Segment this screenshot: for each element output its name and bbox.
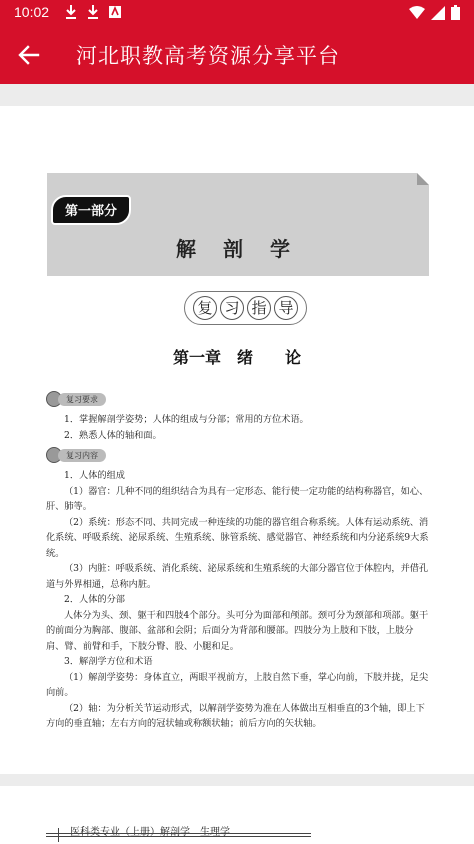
- review-guide-heading: [184, 291, 307, 325]
- part-badge: 第一部分: [51, 195, 131, 225]
- part-title: 解 剖 学: [176, 237, 300, 261]
- paragraph: 人体分为头、颈、躯干和四肢4个部分。头可分为面部和颅部。颈可分为颈部和项部。躯干的前面分为胸部、腹部、盆部和会阴；后面分为背部和腰部。四肢分为上肢和下肢，上肢分肩、臂、前臂和手，下肢分臀、股、小腿和足。: [46, 609, 429, 652]
- paragraph: （2）系统：形态不同、共同完成一种连续的功能的器官组合称系统。人体有运动系统、消化系统、呼吸系统、泌尿系统、生殖系统、脉管系统、感觉器官、神经系统和内分泌系统9大系统。: [46, 516, 429, 559]
- notification-icons: [64, 4, 122, 20]
- download-icon: [64, 4, 78, 20]
- tag-label: 复习要求: [58, 393, 106, 406]
- guide-char: 导: [274, 296, 298, 320]
- page-fold-decoration: [417, 173, 429, 185]
- guide-char: 指: [247, 296, 271, 320]
- app-title: 河北职教高考资源分享平台: [76, 44, 340, 68]
- download-icon: [86, 4, 100, 20]
- guide-char: 复: [193, 296, 217, 320]
- document-page-next[interactable]: [0, 786, 474, 844]
- review-requirements-tag: [46, 390, 106, 408]
- paragraph: （2）轴：为分析关节运动形式，以解剖学姿势为准在人体做出互相垂直的3个轴，即上下方向的垂直轴；左右方向的冠状轴或称额状轴；前后方向的矢状轴。: [46, 702, 425, 729]
- review-content-tag: [46, 446, 106, 464]
- footer-rule: [46, 836, 311, 837]
- system-icons: [409, 5, 460, 20]
- footer-rule: [46, 833, 311, 834]
- back-arrow-icon[interactable]: [14, 40, 44, 70]
- paragraph: 2．人体的分部: [64, 594, 125, 605]
- footer-rule: [58, 828, 59, 842]
- paragraph: 3．解剖学方位和术语: [64, 656, 153, 667]
- app-bar: [0, 26, 474, 84]
- tag-label: 复习内容: [58, 449, 106, 462]
- signal-icon: [431, 6, 445, 20]
- app-notification-icon: [108, 4, 122, 20]
- review-content-body: [46, 468, 430, 732]
- guide-char: 习: [220, 296, 244, 320]
- wifi-icon: [409, 6, 425, 20]
- review-requirements-list: [46, 412, 430, 443]
- battery-icon: [451, 5, 460, 20]
- document-page[interactable]: [0, 106, 474, 774]
- status-bar: [0, 0, 474, 26]
- status-time: 10:02: [14, 4, 50, 20]
- paragraph: （1）器官：几种不同的组织结合为具有一定形态、能行使一定功能的结构称器官，如心、肝、肺等。: [46, 485, 429, 512]
- list-item: 1．掌握解剖学姿势；人体的组成与分部；常用的方位术语。: [64, 414, 309, 425]
- paragraph: 1．人体的组成: [64, 470, 125, 481]
- paragraph: （3）内脏：呼吸系统、消化系统、泌尿系统和生殖系统的大部分器官位于体腔内，并借孔道与外界相通，总称内脏。: [46, 563, 429, 590]
- paragraph: （1）解剖学姿势：身体直立，两眼平视前方，上肢自然下垂，掌心向前，下肢并拢，足尖向前。: [46, 671, 429, 698]
- chapter-title: 第一章 绪 论: [172, 348, 301, 367]
- list-item: 2．熟悉人体的轴和面。: [64, 429, 162, 441]
- part-banner: [47, 173, 429, 276]
